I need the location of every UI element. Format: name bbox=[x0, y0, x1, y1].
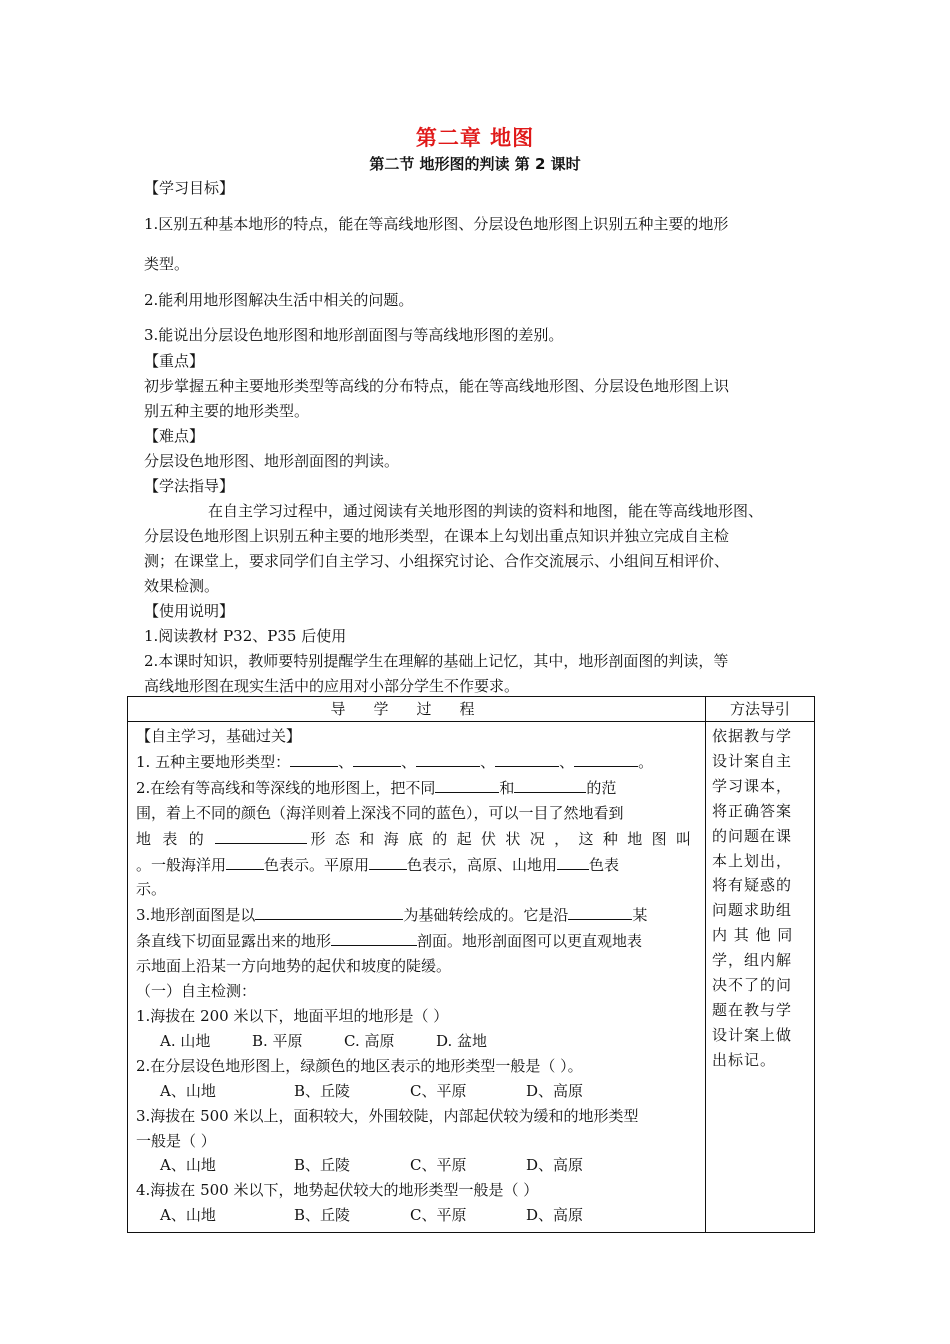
question-3-line-1: 3.地形剖面图是以 为基础转绘成的。它是沿 某 bbox=[136, 902, 697, 928]
question-3-line-2: 条直线下切面显露出来的地形 剖面。地形剖面图可以更直观地表 bbox=[136, 928, 697, 954]
blank[interactable] bbox=[435, 775, 499, 793]
method-line-3: 测；在课堂上，要求同学们自主学习、小组探究讨论、合作交流展示、小组间互相评价、 bbox=[144, 552, 730, 570]
option[interactable]: C、平原 bbox=[410, 1081, 467, 1100]
question-2-line-3: 地表的 形态和海底的起伏状况，这种地图叫 bbox=[136, 826, 697, 852]
usage-item-2-line-2: 高线地形图在现实生活中的应用对小部分学生不作要求。 bbox=[144, 677, 520, 695]
blank[interactable] bbox=[574, 749, 638, 767]
method-heading: 【学法指导】 bbox=[144, 477, 235, 495]
usage-item-2-line-1: 2.本课时知识，教师要特别提醒学生在理解的基础上记忆，其中，地形剖面图的判读，等 bbox=[144, 652, 729, 670]
question-1: 1. 五种主要地形类型： 、 、 、 、 。 bbox=[136, 749, 697, 775]
check-question-2-options bbox=[136, 1079, 697, 1104]
key-points-line-2: 别五种主要的地形类型。 bbox=[144, 402, 310, 420]
method-line: 问题求助组 bbox=[712, 901, 793, 920]
option[interactable]: C. 高原 bbox=[344, 1031, 395, 1050]
blank[interactable] bbox=[568, 902, 632, 920]
method-line: 本上划出， bbox=[712, 851, 793, 870]
check-question-1: 1.海拔在 200 米以下，地面平坦的地形是（ ） bbox=[136, 1006, 449, 1025]
blank[interactable] bbox=[495, 749, 559, 767]
option[interactable]: D、高原 bbox=[526, 1206, 584, 1225]
blank[interactable] bbox=[215, 826, 307, 844]
option[interactable]: A、山地 bbox=[160, 1081, 216, 1100]
question-2-line-5: 示。 bbox=[136, 880, 167, 899]
check-question-3-line-1: 3.海拔在 500 米以上，面积较大，外围较陡，内部起伏较为缓和的地形类型 bbox=[136, 1106, 639, 1125]
check-question-3-options bbox=[136, 1153, 697, 1178]
check-question-1-options bbox=[136, 1029, 697, 1054]
question-2-line-1: 2.在绘有等高线和等深线的地形图上，把不同 和 的范 bbox=[136, 775, 697, 801]
blank[interactable] bbox=[514, 775, 586, 793]
guide-process-header: 导学过程 bbox=[128, 697, 706, 722]
method-guidance-cell bbox=[706, 722, 815, 1233]
method-line: 学习课本， bbox=[712, 776, 793, 795]
option[interactable]: A、山地 bbox=[160, 1206, 216, 1225]
option[interactable]: B、丘陵 bbox=[294, 1081, 351, 1100]
method-line: 学，组内解 bbox=[712, 951, 793, 970]
option[interactable]: B. 平原 bbox=[252, 1031, 303, 1050]
method-line-2: 分层设色地形图上识别五种主要的地形类型，在课本上勾划出重点知识并独立完成自主检 bbox=[144, 527, 730, 545]
chapter-title: 第二章 地图 bbox=[415, 126, 535, 150]
method-line: 依据教与学 bbox=[712, 727, 793, 745]
question-3-line-3: 示地面上沿某一方向地势的起伏和坡度的陡缓。 bbox=[136, 957, 452, 976]
option[interactable]: D. 盆地 bbox=[436, 1031, 488, 1050]
check-question-4-options bbox=[136, 1203, 697, 1228]
method-line: 设计案自主 bbox=[712, 751, 793, 770]
option[interactable]: B、丘陵 bbox=[294, 1206, 351, 1225]
method-line-4: 效果检测。 bbox=[144, 577, 220, 595]
method-line: 内 其 他 同 bbox=[712, 926, 794, 945]
blank[interactable] bbox=[416, 749, 480, 767]
usage-item-1: 1.阅读教材 P32、P35 后使用 bbox=[144, 627, 347, 645]
blank[interactable] bbox=[353, 749, 401, 767]
method-line: 的问题在课 bbox=[712, 826, 793, 845]
objectives-heading: 【学习目标】 bbox=[144, 179, 235, 197]
self-study-heading: 【自主学习，基础过关】 bbox=[136, 727, 302, 745]
check-question-2: 2.在分层设色地形图上，绿颜色的地区表示的地形类型一般是（ ）。 bbox=[136, 1056, 583, 1075]
objective-1-line-1: 1.区别五种基本地形的特点，能在等高线地形图、分层设色地形图上识别五种主要的地形 bbox=[144, 215, 729, 233]
objective-1-line-2: 类型。 bbox=[144, 255, 190, 273]
question-2-line-4: 。一般海洋用 色表示。平原用 色表示，高原、山地用 色表 bbox=[136, 852, 697, 878]
blank[interactable] bbox=[369, 852, 407, 870]
guide-table bbox=[127, 696, 815, 1233]
option[interactable]: A. 山地 bbox=[160, 1031, 211, 1050]
blank[interactable] bbox=[331, 928, 417, 946]
guide-process-cell bbox=[128, 722, 706, 1233]
blank[interactable] bbox=[255, 902, 403, 920]
key-points-heading: 【重点】 bbox=[144, 352, 205, 370]
check-question-3-line-2: 一般是（ ） bbox=[136, 1131, 216, 1150]
method-line: 题在教与学 bbox=[712, 1000, 793, 1019]
check-question-4: 4.海拔在 500 米以下，地势起伏较大的地形类型一般是（ ） bbox=[136, 1181, 539, 1200]
method-line-1: 在自主学习过程中，通过阅读有关地形图的判读的资料和地图，能在等高线地形图、 bbox=[208, 502, 764, 520]
blank[interactable] bbox=[226, 852, 264, 870]
method-header: 方法导引 bbox=[706, 697, 815, 722]
option[interactable]: C、平原 bbox=[410, 1206, 467, 1225]
method-line: 将正确答案 bbox=[712, 801, 793, 820]
option[interactable]: D、高原 bbox=[526, 1156, 584, 1175]
objective-2: 2.能利用地形图解决生活中相关的问题。 bbox=[144, 291, 414, 309]
difficulty-text: 分层设色地形图、地形剖面图的判读。 bbox=[144, 452, 400, 470]
option[interactable]: B、丘陵 bbox=[294, 1156, 351, 1175]
method-line: 将有疑惑的 bbox=[712, 876, 793, 895]
blank[interactable] bbox=[290, 749, 338, 767]
usage-heading: 【使用说明】 bbox=[144, 602, 235, 620]
blank[interactable] bbox=[557, 852, 589, 870]
method-line: 决不了的问 bbox=[712, 976, 793, 995]
method-line: 出标记。 bbox=[712, 1050, 777, 1069]
option[interactable]: A、山地 bbox=[160, 1156, 216, 1175]
key-points-line-1: 初步掌握五种主要地形类型等高线的分布特点，能在等高线地形图、分层设色地形图上识 bbox=[144, 377, 730, 395]
difficulty-heading: 【难点】 bbox=[144, 427, 205, 445]
section-subtitle: 第二节 地形图的判读 第 2 课时 bbox=[369, 155, 581, 173]
question-2-line-2: 围，着上不同的颜色（海洋则着上深浅不同的蓝色），可以一目了然地看到 bbox=[136, 803, 624, 822]
option[interactable]: C、平原 bbox=[410, 1156, 467, 1175]
objective-3: 3.能说出分层设色地形图和地形剖面图与等高线地形图的差别。 bbox=[144, 326, 564, 344]
self-check-heading: （一）自主检测： bbox=[136, 982, 257, 1001]
option[interactable]: D、高原 bbox=[526, 1081, 584, 1100]
method-line: 设计案上做 bbox=[712, 1025, 793, 1044]
